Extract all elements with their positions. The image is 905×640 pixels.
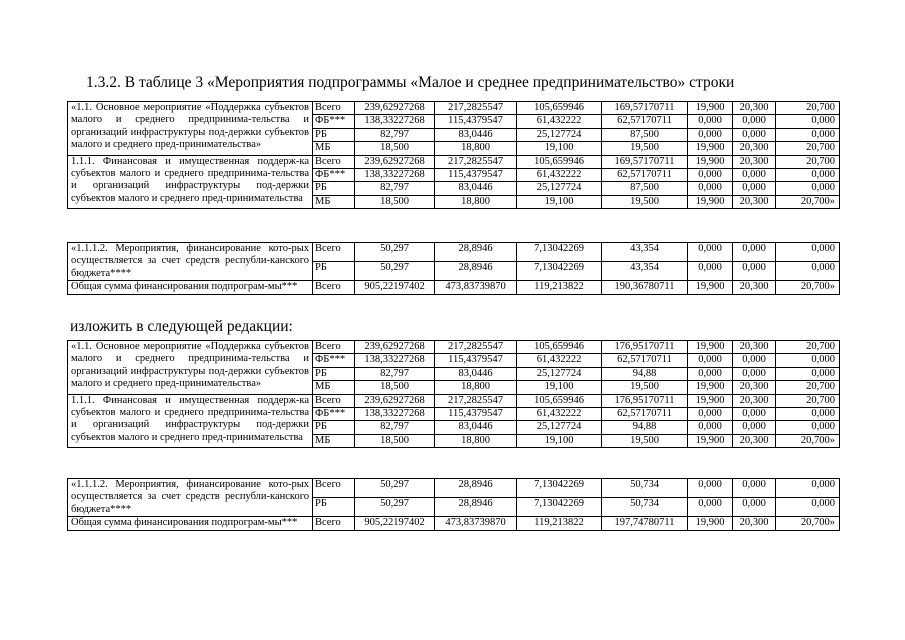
funding-source-cell: ФБ*** <box>313 354 355 367</box>
amount-cell: 19,900 <box>688 195 733 208</box>
amount-cell: 62,57170711 <box>602 408 688 421</box>
funding-source-cell: Всего <box>313 479 355 498</box>
table-row <box>68 243 840 262</box>
amount-cell: 83,0446 <box>435 182 517 195</box>
amount-cell: 25,127724 <box>517 421 602 434</box>
amount-cell: 25,127724 <box>517 367 602 380</box>
amount-cell: 0,000 <box>733 128 776 141</box>
amount-cell: 20,700 <box>776 102 840 115</box>
amount-cell: 19,900 <box>688 281 733 294</box>
amount-cell: 28,8946 <box>435 498 517 517</box>
amount-cell: 28,8946 <box>435 262 517 281</box>
amount-cell: 61,432222 <box>517 115 602 128</box>
amount-cell: 19,900 <box>688 341 733 354</box>
amount-cell: 61,432222 <box>517 354 602 367</box>
amount-cell: 0,000 <box>688 408 733 421</box>
amount-cell: 19,100 <box>517 381 602 394</box>
amount-cell: 239,62927268 <box>355 341 435 354</box>
amount-cell: 20,300 <box>733 341 776 354</box>
amount-cell: 94,88 <box>602 367 688 380</box>
amount-cell: 0,000 <box>688 115 733 128</box>
table-after-upper <box>67 340 840 448</box>
amount-cell: 217,2825547 <box>435 394 517 407</box>
table-row <box>68 341 840 354</box>
funding-source-cell: ФБ*** <box>313 169 355 182</box>
amount-cell: 0,000 <box>733 408 776 421</box>
amount-cell: 0,000 <box>733 243 776 262</box>
funding-source-cell: РБ <box>313 367 355 380</box>
amount-cell: 105,659946 <box>517 102 602 115</box>
amount-cell: 19,500 <box>602 195 688 208</box>
amount-cell: 0,000 <box>733 367 776 380</box>
amount-cell: 0,000 <box>733 354 776 367</box>
amount-cell: 0,000 <box>688 479 733 498</box>
funding-source-cell: Всего <box>313 243 355 262</box>
amount-cell: 82,797 <box>355 182 435 195</box>
amount-cell: 61,432222 <box>517 169 602 182</box>
amount-cell: 19,100 <box>517 142 602 155</box>
amount-cell: 0,000 <box>733 262 776 281</box>
activity-name-cell: 1.1.1. Финансовая и имущественная поддерж-ка субъектов малого и среднего предпринима-тельства и организаций инфраструктуры под-держки субъектов малого и среднего пред-принимательства <box>68 155 313 209</box>
table-row <box>68 281 840 294</box>
amount-cell: 20,700 <box>776 142 840 155</box>
amount-cell: 83,0446 <box>435 421 517 434</box>
amount-cell: 0,000 <box>733 115 776 128</box>
amount-cell: 169,57170711 <box>602 155 688 168</box>
amount-cell: 87,500 <box>602 182 688 195</box>
amount-cell: 20,700 <box>776 381 840 394</box>
funding-source-cell: Всего <box>313 341 355 354</box>
amount-cell: 20,300 <box>733 281 776 294</box>
activity-name-cell: 1.1.1. Финансовая и имущественная поддерж-ка субъектов малого и среднего предпринима-тельства и организаций инфраструктуры под-держки субъектов малого и среднего пред-принимательства <box>68 394 313 448</box>
table-row <box>68 517 840 530</box>
amount-cell: 0,000 <box>733 182 776 195</box>
amount-cell: 25,127724 <box>517 182 602 195</box>
funding-source-cell: Всего <box>313 517 355 530</box>
amount-cell: 94,88 <box>602 421 688 434</box>
amount-cell: 19,900 <box>688 155 733 168</box>
amount-cell: 20,300 <box>733 155 776 168</box>
amount-cell: 20,700» <box>776 434 840 447</box>
funding-source-cell: Всего <box>313 155 355 168</box>
funding-source-cell: МБ <box>313 434 355 447</box>
amount-cell: 18,500 <box>355 381 435 394</box>
amount-cell: 119,213822 <box>517 517 602 530</box>
funding-source-cell: Всего <box>313 281 355 294</box>
amount-cell: 20,300 <box>733 434 776 447</box>
amount-cell: 239,62927268 <box>355 394 435 407</box>
amount-cell: 0,000 <box>776 115 840 128</box>
amount-cell: 217,2825547 <box>435 155 517 168</box>
amount-cell: 0,000 <box>688 169 733 182</box>
funding-source-cell: Всего <box>313 394 355 407</box>
amount-cell: 61,432222 <box>517 408 602 421</box>
amount-cell: 19,900 <box>688 142 733 155</box>
amount-cell: 20,700» <box>776 281 840 294</box>
amount-cell: 0,000 <box>733 421 776 434</box>
amount-cell: 19,900 <box>688 381 733 394</box>
amount-cell: 62,57170711 <box>602 354 688 367</box>
amount-cell: 62,57170711 <box>602 115 688 128</box>
table-row <box>68 155 840 168</box>
amount-cell: 0,000 <box>733 479 776 498</box>
amount-cell: 115,4379547 <box>435 115 517 128</box>
funding-source-cell: РБ <box>313 182 355 195</box>
amount-cell: 0,000 <box>688 128 733 141</box>
amount-cell: 115,4379547 <box>435 169 517 182</box>
amount-cell: 20,300 <box>733 142 776 155</box>
amount-cell: 473,83739870 <box>435 517 517 530</box>
amount-cell: 19,500 <box>602 434 688 447</box>
amount-cell: 105,659946 <box>517 341 602 354</box>
amount-cell: 169,57170711 <box>602 102 688 115</box>
amount-cell: 473,83739870 <box>435 281 517 294</box>
funding-source-cell: ФБ*** <box>313 115 355 128</box>
amount-cell: 20,300 <box>733 517 776 530</box>
funding-source-cell: РБ <box>313 128 355 141</box>
amount-cell: 217,2825547 <box>435 102 517 115</box>
amount-cell: 0,000 <box>688 498 733 517</box>
amount-cell: 7,13042269 <box>517 498 602 517</box>
activity-name-cell: «1.1.1.2. Мероприятия, финансирование кото-рых осуществляется за счет средств республи-канского бюджета**** <box>68 243 313 281</box>
amount-cell: 105,659946 <box>517 394 602 407</box>
table-before-lower <box>67 242 840 295</box>
amount-cell: 20,300 <box>733 381 776 394</box>
amount-cell: 19,500 <box>602 381 688 394</box>
amount-cell: 239,62927268 <box>355 102 435 115</box>
amount-cell: 50,734 <box>602 498 688 517</box>
amount-cell: 0,000 <box>776 367 840 380</box>
amount-cell: 20,300 <box>733 394 776 407</box>
activity-name-cell: «1.1. Основное мероприятие «Поддержка субъектов малого и среднего предпринима-тельства и организаций инфраструктуры под-держки субъектов малого и среднего пред-принимательства» <box>68 102 313 156</box>
funding-source-cell: ФБ*** <box>313 408 355 421</box>
table-row <box>68 102 840 115</box>
amount-cell: 138,33227268 <box>355 354 435 367</box>
amount-cell: 50,297 <box>355 498 435 517</box>
amount-cell: 20,300 <box>733 195 776 208</box>
amount-cell: 0,000 <box>688 367 733 380</box>
funding-source-cell: РБ <box>313 262 355 281</box>
funding-source-cell: МБ <box>313 142 355 155</box>
amount-cell: 18,500 <box>355 142 435 155</box>
amount-cell: 18,800 <box>435 142 517 155</box>
amount-cell: 905,22197402 <box>355 517 435 530</box>
amount-cell: 0,000 <box>688 421 733 434</box>
table-row <box>68 394 840 407</box>
amount-cell: 0,000 <box>688 182 733 195</box>
activity-name-cell: «1.1.1.2. Мероприятия, финансирование кото-рых осуществляется за счет средств республи-канского бюджета**** <box>68 479 313 517</box>
section-heading: 1.3.2. В таблице 3 «Мероприятия подпрограммы «Малое и среднее предпринимательство» строки <box>86 74 735 91</box>
amount-cell: 0,000 <box>733 498 776 517</box>
amount-cell: 62,57170711 <box>602 169 688 182</box>
amount-cell: 0,000 <box>733 169 776 182</box>
amount-cell: 0,000 <box>776 182 840 195</box>
amount-cell: 28,8946 <box>435 243 517 262</box>
table-before-upper <box>67 101 840 209</box>
amount-cell: 0,000 <box>688 354 733 367</box>
amount-cell: 19,900 <box>688 517 733 530</box>
amount-cell: 28,8946 <box>435 479 517 498</box>
amount-cell: 176,95170711 <box>602 341 688 354</box>
amount-cell: 19,100 <box>517 195 602 208</box>
amount-cell: 0,000 <box>776 262 840 281</box>
amount-cell: 19,900 <box>688 394 733 407</box>
amount-cell: 18,500 <box>355 434 435 447</box>
funding-source-cell: РБ <box>313 498 355 517</box>
table-row <box>68 479 840 498</box>
amount-cell: 20,700 <box>776 341 840 354</box>
amount-cell: 0,000 <box>688 243 733 262</box>
amount-cell: 105,659946 <box>517 155 602 168</box>
amount-cell: 190,36780711 <box>602 281 688 294</box>
amount-cell: 0,000 <box>776 479 840 498</box>
amount-cell: 82,797 <box>355 367 435 380</box>
activity-name-cell: Общая сумма финансирования подпрограм-мы*** <box>68 281 313 294</box>
amount-cell: 83,0446 <box>435 367 517 380</box>
amount-cell: 0,000 <box>776 408 840 421</box>
amount-cell: 20,300 <box>733 102 776 115</box>
amount-cell: 905,22197402 <box>355 281 435 294</box>
amount-cell: 0,000 <box>776 421 840 434</box>
amount-cell: 43,354 <box>602 243 688 262</box>
section-subheading: изложить в следующей редакции: <box>70 318 293 335</box>
amount-cell: 50,297 <box>355 479 435 498</box>
funding-source-cell: РБ <box>313 421 355 434</box>
amount-cell: 50,297 <box>355 243 435 262</box>
amount-cell: 87,500 <box>602 128 688 141</box>
funding-source-cell: Всего <box>313 102 355 115</box>
amount-cell: 19,500 <box>602 142 688 155</box>
amount-cell: 0,000 <box>776 498 840 517</box>
amount-cell: 138,33227268 <box>355 115 435 128</box>
activity-name-cell: «1.1. Основное мероприятие «Поддержка субъектов малого и среднего предпринима-тельства и организаций инфраструктуры под-держки субъектов малого и среднего пред-принимательства» <box>68 341 313 395</box>
funding-source-cell: МБ <box>313 381 355 394</box>
funding-source-cell: МБ <box>313 195 355 208</box>
table-after-lower <box>67 478 840 531</box>
amount-cell: 18,500 <box>355 195 435 208</box>
amount-cell: 20,700» <box>776 195 840 208</box>
amount-cell: 20,700 <box>776 394 840 407</box>
amount-cell: 217,2825547 <box>435 341 517 354</box>
amount-cell: 138,33227268 <box>355 408 435 421</box>
amount-cell: 0,000 <box>776 243 840 262</box>
amount-cell: 115,4379547 <box>435 408 517 421</box>
amount-cell: 19,100 <box>517 434 602 447</box>
amount-cell: 18,800 <box>435 381 517 394</box>
amount-cell: 239,62927268 <box>355 155 435 168</box>
amount-cell: 20,700» <box>776 517 840 530</box>
amount-cell: 197,74780711 <box>602 517 688 530</box>
amount-cell: 0,000 <box>776 128 840 141</box>
amount-cell: 25,127724 <box>517 128 602 141</box>
amount-cell: 18,800 <box>435 434 517 447</box>
amount-cell: 115,4379547 <box>435 354 517 367</box>
amount-cell: 50,297 <box>355 262 435 281</box>
amount-cell: 20,700 <box>776 155 840 168</box>
amount-cell: 82,797 <box>355 421 435 434</box>
amount-cell: 0,000 <box>688 262 733 281</box>
amount-cell: 50,734 <box>602 479 688 498</box>
amount-cell: 43,354 <box>602 262 688 281</box>
amount-cell: 82,797 <box>355 128 435 141</box>
amount-cell: 83,0446 <box>435 128 517 141</box>
amount-cell: 19,900 <box>688 102 733 115</box>
amount-cell: 0,000 <box>776 169 840 182</box>
amount-cell: 0,000 <box>776 354 840 367</box>
amount-cell: 18,800 <box>435 195 517 208</box>
amount-cell: 7,13042269 <box>517 262 602 281</box>
amount-cell: 119,213822 <box>517 281 602 294</box>
activity-name-cell: Общая сумма финансирования подпрограм-мы*** <box>68 517 313 530</box>
amount-cell: 138,33227268 <box>355 169 435 182</box>
amount-cell: 7,13042269 <box>517 243 602 262</box>
amount-cell: 19,900 <box>688 434 733 447</box>
amount-cell: 7,13042269 <box>517 479 602 498</box>
amount-cell: 176,95170711 <box>602 394 688 407</box>
